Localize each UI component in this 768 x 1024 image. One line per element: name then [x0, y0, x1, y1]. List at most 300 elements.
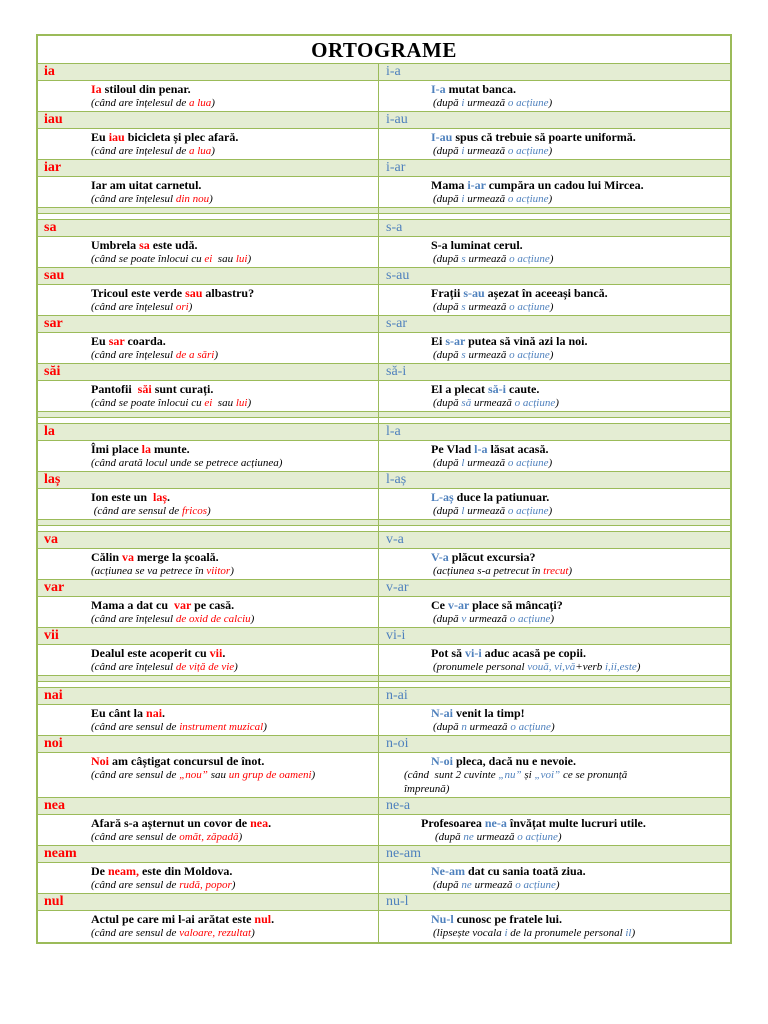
note-highlight: o acțiune [509, 349, 550, 361]
note-text: de la pronumele personal [507, 927, 626, 939]
sentence-highlight: V-a [431, 550, 449, 564]
explanation-note [38, 300, 378, 314]
note-text: (după [433, 97, 462, 109]
note-text: ) [231, 879, 236, 891]
example-sentence [379, 490, 730, 504]
left-example-cell [38, 911, 378, 942]
example-sentence [379, 130, 730, 144]
note-highlight: lui [235, 397, 248, 409]
note-highlight: o acțiune [514, 397, 556, 409]
note-text: urmează [464, 457, 508, 469]
note-text: ) [234, 661, 238, 673]
separator-cell [38, 214, 378, 219]
sentence-text: Ei [431, 334, 446, 348]
word-label-neam: neam [44, 846, 77, 861]
example-sentence [379, 550, 730, 564]
example-sentence [379, 286, 730, 300]
note-highlight: de oxid de calciu [175, 613, 251, 625]
right-example-cell [378, 863, 730, 893]
sentence-highlight: N-ai [431, 706, 453, 720]
left-example-cell [38, 815, 378, 845]
example-sentence [379, 706, 730, 720]
left-header-cell [38, 64, 378, 80]
note-text: urmează [473, 831, 518, 843]
word-label-vii: vii [44, 628, 59, 643]
note-text: (după [433, 193, 462, 205]
ortogram-label-s-ar: s-ar [386, 316, 407, 331]
explanation-note [38, 768, 378, 782]
example-sentence [38, 598, 378, 612]
note-highlight: i,ii,este [604, 661, 637, 673]
ortograme-table [36, 34, 732, 944]
example-sentence [379, 82, 730, 96]
note-text: (când sunt 2 cuvinte [404, 769, 499, 781]
explanation-note [379, 926, 730, 940]
note-highlight: i [461, 97, 465, 109]
left-example-cell [38, 863, 378, 893]
sentence-highlight: Nu-l [431, 912, 454, 926]
explanation-note [379, 660, 730, 674]
explanation-note [379, 300, 730, 314]
explanation-note [38, 564, 378, 578]
sentence-text: De [91, 864, 108, 878]
note-highlight: o acțiune [509, 613, 551, 625]
header-row-sar [38, 316, 730, 333]
content-row-ia [38, 81, 730, 112]
sentence-text: El a plecat [431, 382, 488, 396]
sentence-text: cumpăra un cadou lui Mircea. [485, 178, 644, 192]
sentence-text: Iar am uitat carnetul. [91, 178, 202, 192]
note-text: împreună) [404, 783, 450, 795]
sentence-text: stiloul din penar. [101, 82, 191, 96]
right-example-cell [378, 597, 730, 627]
example-sentence [379, 382, 730, 396]
sentence-text: Mama a dat cu [91, 598, 174, 612]
word-label-nai: nai [44, 688, 63, 703]
ortogram-label-vi-i: vi-i [386, 628, 406, 643]
header-row-sau [38, 268, 730, 285]
right-example-cell [378, 129, 730, 159]
right-example-cell [378, 753, 730, 797]
note-text: sau [212, 397, 236, 409]
note-text: ce se pronunță [560, 769, 628, 781]
sentence-highlight: vii [209, 646, 223, 660]
explanation-note [38, 660, 378, 674]
separator-cell [38, 682, 378, 687]
note-highlight: i [461, 193, 465, 205]
note-highlight: ne [463, 831, 474, 843]
sentence-text: putea să vină azi la noi. [465, 334, 588, 348]
sentence-text: Pe Vlad [431, 442, 475, 456]
right-header-cell [378, 220, 730, 236]
note-highlight: „voi” [534, 769, 561, 781]
example-sentence [38, 706, 378, 720]
left-header-cell [38, 220, 378, 236]
header-row-nai [38, 688, 730, 705]
table-title-row [38, 36, 730, 64]
example-sentence [38, 334, 378, 348]
sentence-text: Mama [431, 178, 468, 192]
explanation-note [38, 504, 378, 518]
example-sentence [38, 130, 378, 144]
example-sentence [38, 382, 378, 396]
sentence-text: Tricoul este verde [91, 286, 186, 300]
word-label-noi: noi [44, 736, 63, 751]
header-row-va [38, 532, 730, 549]
sentence-text: pe casă. [191, 598, 235, 612]
note-text: (când are înțelesul [91, 193, 176, 205]
right-header-cell [378, 688, 730, 704]
note-highlight: o acțiune [507, 505, 549, 517]
sentence-highlight: nul [254, 912, 272, 926]
sentence-highlight: iau [108, 130, 125, 144]
ortogram-label-s-au: s-au [386, 268, 410, 283]
left-header-cell [38, 472, 378, 488]
note-text: ) [263, 721, 267, 733]
note-highlight: o acțiune [507, 193, 549, 205]
word-label-la: la [44, 424, 55, 439]
note-text: (când are sensul de [91, 769, 180, 781]
sentence-highlight: sa [139, 238, 150, 252]
note-text: (când are înțelesul [91, 661, 176, 673]
word-label-sai: săi [44, 364, 61, 379]
left-example-cell [38, 285, 378, 315]
sentence-text: dat cu sania toată ziua. [464, 864, 586, 878]
explanation-note [379, 768, 730, 782]
left-example-cell [38, 549, 378, 579]
sentence-highlight: sau [185, 286, 203, 300]
note-text: (după [433, 349, 462, 361]
left-header-cell [38, 894, 378, 910]
word-label-iau: iau [44, 112, 63, 127]
separator-cell [38, 520, 378, 525]
header-row-nea [38, 798, 730, 815]
sentence-text: cunosc pe fratele lui. [453, 912, 562, 926]
header-row-vii [38, 628, 730, 645]
note-highlight: instrument muzical [179, 721, 264, 733]
note-text: urmează [466, 613, 510, 625]
left-header-cell [38, 846, 378, 862]
explanation-note [38, 720, 378, 734]
right-header-cell [378, 472, 730, 488]
left-example-cell [38, 381, 378, 411]
sentence-text: Profesoarea [421, 816, 485, 830]
ortogram-label-i-ar: i-ar [386, 160, 406, 175]
right-header-cell [378, 64, 730, 80]
sentence-highlight: va [122, 550, 135, 564]
sentence-text: Pot să [431, 646, 465, 660]
explanation-note [379, 252, 730, 266]
ortogram-label-i-au: i-au [386, 112, 408, 127]
note-text: ) [549, 253, 554, 265]
example-sentence [38, 238, 378, 252]
sentence-text: este din Moldova. [139, 864, 233, 878]
ortogram-label-l-as: l-aș [386, 472, 407, 487]
sentence-highlight: Noi [91, 754, 109, 768]
ortogram-label-s-a: s-a [386, 220, 403, 235]
right-example-cell [378, 549, 730, 579]
note-text: ) [636, 661, 641, 673]
note-text: ) [631, 927, 636, 939]
sentence-highlight: var [174, 598, 192, 612]
note-text: ) [238, 831, 243, 843]
note-text: (când are înțelesul de [91, 145, 189, 157]
example-sentence [379, 442, 730, 456]
note-highlight: valoare, rezultat [179, 927, 252, 939]
separator-cell [38, 412, 378, 417]
left-example-cell [38, 489, 378, 519]
example-sentence [379, 598, 730, 612]
left-header-cell [38, 268, 378, 284]
note-text: ) [550, 613, 555, 625]
note-text: ) [568, 565, 573, 577]
sentence-text: . [271, 912, 275, 926]
note-text: urmează [464, 145, 508, 157]
example-sentence [38, 816, 378, 830]
explanation-note [38, 456, 378, 470]
sentence-highlight: i-ar [467, 178, 486, 192]
right-header-cell [378, 580, 730, 596]
example-sentence [379, 178, 730, 192]
explanation-note [379, 144, 730, 158]
left-header-cell [38, 798, 378, 814]
separator-cell [38, 676, 378, 681]
note-highlight: omăt, zăpadă [179, 831, 239, 843]
separator-cell [378, 208, 730, 213]
sentence-highlight: s-ar [445, 334, 466, 348]
note-text: (pronumele personal [433, 661, 528, 673]
ortogram-label-ne-am: ne-am [386, 846, 421, 861]
ortogram-label-ne-a: ne-a [386, 798, 411, 813]
sentence-highlight: s-au [463, 286, 485, 300]
separator-cell [378, 418, 730, 423]
left-header-cell [38, 532, 378, 548]
note-text: ) [211, 145, 215, 157]
sentence-text: S-a luminat cerul. [431, 238, 523, 252]
note-text: ) [247, 253, 252, 265]
sentence-text: place să mâncați? [469, 598, 563, 612]
example-sentence [379, 816, 730, 830]
note-text: (după [435, 831, 464, 843]
sentence-highlight: nai [146, 706, 163, 720]
header-row-nul [38, 894, 730, 911]
note-highlight: o acțiune [507, 97, 549, 109]
content-row-nea [38, 815, 730, 846]
explanation-note [38, 144, 378, 158]
note-highlight: „nu” [498, 769, 522, 781]
sentence-text: Umbrela [91, 238, 140, 252]
example-sentence [38, 912, 378, 926]
example-sentence [379, 912, 730, 926]
note-highlight: ori [175, 301, 189, 313]
right-example-cell [378, 237, 730, 267]
note-highlight: să [461, 397, 472, 409]
explanation-note [379, 830, 730, 844]
sentence-highlight: sar [108, 334, 125, 348]
sentence-highlight: L-aș [431, 490, 454, 504]
explanation-note [379, 348, 730, 362]
left-header-cell [38, 160, 378, 176]
sentence-text: spus că trebuie să poarte uniformă. [452, 130, 636, 144]
right-header-cell [378, 894, 730, 910]
sentence-text: pleca, dacă nu e nevoie. [453, 754, 576, 768]
explanation-note [379, 878, 730, 892]
note-text: ) [548, 97, 553, 109]
word-label-sau: sau [44, 268, 65, 283]
sentence-text: așezat în aceeași bancă. [484, 286, 608, 300]
example-sentence [379, 238, 730, 252]
content-row-noi [38, 753, 730, 798]
note-highlight: l [461, 457, 465, 469]
sentence-text: albastru? [202, 286, 255, 300]
note-text: urmează [464, 505, 508, 517]
note-highlight: o acțiune [509, 301, 550, 313]
sentence-text: merge la școală. [134, 550, 219, 564]
example-sentence [379, 646, 730, 660]
left-example-cell [38, 441, 378, 471]
note-text: (când are sensul de [91, 831, 180, 843]
note-text: (după [433, 879, 462, 891]
sentence-text: mutat banca. [445, 82, 517, 96]
right-header-cell [378, 736, 730, 752]
explanation-note [38, 612, 378, 626]
note-highlight: lui [235, 253, 248, 265]
sentence-highlight: N-oi [431, 754, 453, 768]
note-highlight: o acțiune [507, 145, 549, 157]
note-text: ) [311, 769, 316, 781]
explanation-note [38, 878, 378, 892]
note-text: ) [549, 349, 554, 361]
note-text: (după [433, 505, 462, 517]
note-text: urmează [471, 397, 515, 409]
note-text: (când se poate înlocui cu [91, 397, 205, 409]
sentence-highlight: I-au [431, 130, 453, 144]
left-header-cell [38, 736, 378, 752]
explanation-note [38, 830, 378, 844]
content-row-sai [38, 381, 730, 412]
explanation-note [38, 96, 378, 110]
content-row-neam [38, 863, 730, 894]
note-text: (după [433, 397, 462, 409]
note-highlight: de viță de vie [175, 661, 235, 673]
right-header-cell [378, 846, 730, 862]
note-text: (când arată locul unde se petrece acțiunea) [91, 457, 283, 469]
content-row-iau [38, 129, 730, 160]
note-highlight: ne [461, 879, 472, 891]
sentence-text: Ion este un [91, 490, 154, 504]
left-example-cell [38, 237, 378, 267]
note-highlight: o acțiune [507, 457, 549, 469]
explanation-note [379, 612, 730, 626]
right-example-cell [378, 441, 730, 471]
right-example-cell [378, 81, 730, 111]
content-row-la [38, 441, 730, 472]
sentence-text: Eu cânt la [91, 706, 147, 720]
sentence-text: bicicleta și plec afară. [124, 130, 239, 144]
note-highlight: a lua [188, 97, 212, 109]
note-highlight: o acțiune [517, 831, 558, 843]
note-highlight: l [461, 505, 465, 517]
content-row-las [38, 489, 730, 520]
explanation-note [38, 192, 378, 206]
sentence-highlight: v-ar [448, 598, 470, 612]
content-row-iar [38, 177, 730, 208]
example-sentence [38, 442, 378, 456]
right-example-cell [378, 177, 730, 207]
note-text: (după [433, 613, 462, 625]
explanation-note [379, 456, 730, 470]
left-header-cell [38, 424, 378, 440]
note-text: (când are înțelesul [91, 613, 176, 625]
left-header-cell [38, 688, 378, 704]
left-header-cell [38, 628, 378, 644]
note-text: (după [433, 145, 462, 157]
sentence-text: Pantofii [91, 382, 138, 396]
note-text: (după [433, 457, 462, 469]
note-text: (când are înțelesul de [91, 97, 189, 109]
right-example-cell [378, 285, 730, 315]
table-body [38, 64, 730, 942]
separator-cell [378, 682, 730, 687]
left-example-cell [38, 753, 378, 797]
note-text: ) [548, 457, 553, 469]
left-header-cell [38, 364, 378, 380]
example-sentence [38, 550, 378, 564]
separator-cell [378, 412, 730, 417]
note-text: ) [548, 505, 553, 517]
note-highlight: o acțiune [510, 721, 551, 733]
sentence-text: Actul pe care mi l-ai arătat este [91, 912, 255, 926]
note-text: ) [557, 831, 562, 843]
note-text: (lipsește vocala [433, 927, 505, 939]
word-label-ia: ia [44, 64, 55, 79]
example-sentence [38, 864, 378, 878]
header-row-sa [38, 220, 730, 237]
note-text: (când are sensul de [91, 879, 180, 891]
separator-cell [38, 526, 378, 531]
right-header-cell [378, 268, 730, 284]
sentence-text: duce la patiunuar. [453, 490, 550, 504]
right-example-cell [378, 645, 730, 675]
note-text: ) [247, 397, 252, 409]
note-text: (când are sensul de [91, 505, 182, 517]
note-text: ) [214, 349, 218, 361]
note-highlight: fricos [181, 505, 207, 517]
explanation-note [38, 926, 378, 940]
example-sentence [38, 754, 378, 768]
content-row-vii [38, 645, 730, 676]
example-sentence [38, 646, 378, 660]
note-text: (când are sensul de [91, 721, 180, 733]
sentence-highlight: nea [250, 816, 269, 830]
right-header-cell [378, 798, 730, 814]
example-sentence [379, 864, 730, 878]
content-row-sar [38, 333, 730, 364]
explanation-note [379, 96, 730, 110]
sentence-text: Frații [431, 286, 464, 300]
left-example-cell [38, 333, 378, 363]
note-highlight: viitor [206, 565, 231, 577]
sentence-text: Ce [431, 598, 448, 612]
example-sentence [379, 334, 730, 348]
explanation-note [379, 720, 730, 734]
right-header-cell [378, 532, 730, 548]
ortogram-label-n-ai: n-ai [386, 688, 408, 703]
explanation-note-continued [379, 782, 730, 796]
note-highlight: s [461, 253, 466, 265]
sentence-text: Călin [91, 550, 123, 564]
sentence-text: lăsat acasă. [487, 442, 549, 456]
